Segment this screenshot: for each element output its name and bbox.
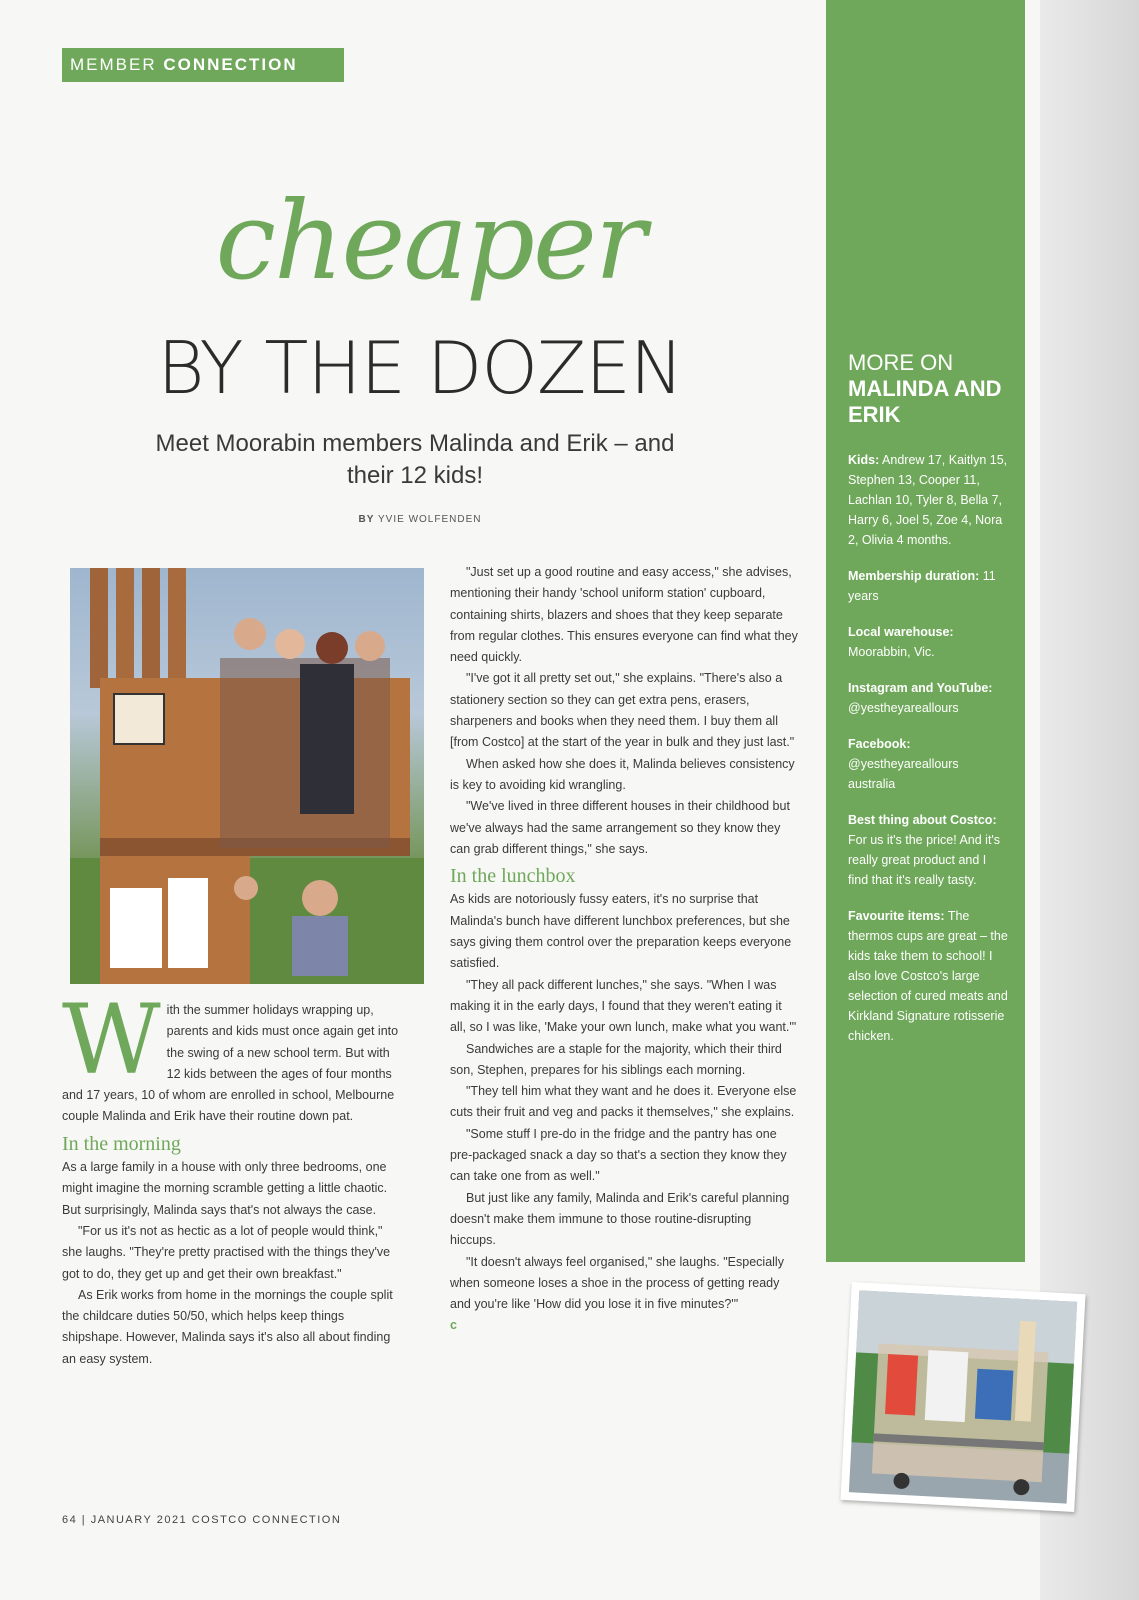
section-tag-part2: CONNECTION bbox=[163, 55, 298, 74]
end-mark: c bbox=[450, 1318, 457, 1333]
shopping-trolley-photo bbox=[840, 1282, 1085, 1512]
paragraph: "They all pack different lunches," she says. "When I was making it in the early days, I found that they weren't eating it all, so I was like, 'Make your own lunch, make what you want.'" bbox=[450, 977, 797, 1035]
sidebar-label: Favourite items: bbox=[848, 909, 945, 923]
paragraph: "They tell him what they want and he does it. Everyone else cuts their fruit and veg and packs it themselves," she explains. bbox=[450, 1084, 797, 1120]
column-1 bbox=[62, 984, 402, 1370]
sidebar-item-best-thing bbox=[848, 810, 1009, 890]
sidebar-panel bbox=[826, 0, 1025, 1262]
sidebar-item-favourites bbox=[848, 906, 1009, 1046]
headline-script: cheaper bbox=[215, 179, 645, 304]
paragraph: But just like any family, Malinda and Erik's careful planning doesn't make them immune to those routine-disrupting hiccups. bbox=[450, 1190, 790, 1248]
paragraph: "It doesn't always feel organised," she laughs. "Especially when someone loses a shoe in the process of getting ready and you're like 'How did you lose it in five minutes?'" bbox=[450, 1254, 784, 1312]
paragraph: When asked how she does it, Malinda believes consistency is key to avoiding kid wrangling. bbox=[450, 756, 795, 792]
page-footer: 64 | JANUARY 2021 COSTCO CONNECTION bbox=[62, 1514, 342, 1526]
byline-name: YVIE WOLFENDEN bbox=[378, 514, 482, 525]
paragraph: "We've lived in three different houses in their childhood but we've always had the same arrangement so they know they can grab different things," she says. bbox=[450, 799, 790, 856]
sidebar-value: The thermos cups are great – the kids take them to school! I also love Costco's large selection of cured meats and Kirkland Signature rotisserie chicken. bbox=[848, 909, 1008, 1043]
paragraph: "Just set up a good routine and easy access," she advises, mentioning their handy 'school uniform station' cupboard, containing shirts, blazers and shoes that they keep separate from regular clothes. This ensures everyone can find what they need quickly. bbox=[450, 565, 798, 665]
sidebar-value: 11 years bbox=[848, 569, 996, 603]
sidebar-value: Andrew 17, Kaitlyn 15, Stephen 13, Cooper 11, Lachlan 10, Tyler 8, Bella 7, Harry 6, Joel 5, Zoe 4, Nora 2, Olivia 4 months. bbox=[848, 453, 1008, 547]
byline bbox=[300, 514, 540, 525]
heading-lunchbox: In the lunchbox bbox=[450, 865, 576, 888]
sidebar-value: @yestheyareallours australia bbox=[848, 757, 959, 791]
sidebar-label: Local warehouse: bbox=[848, 625, 954, 639]
sidebar-item-kids bbox=[848, 450, 1009, 550]
sidebar-item-membership bbox=[848, 566, 1009, 606]
paragraph: "Some stuff I pre-do in the fridge and the pantry has one pre-packaged snack a day so that's a section they know they can take one from as well." bbox=[450, 1126, 787, 1184]
intro-paragraph: ith the summer holidays wrapping up, parents and kids must once again get into the swing of a new school term. But with 12 kids between the ages of four months and 17 years, 10 of whom are enrolled in school, Melbourne couple Malinda and Erik have their routine down pat. bbox=[62, 1003, 399, 1124]
family-playhouse-photo bbox=[70, 568, 424, 984]
paragraph: As a large family in a house with only three bedrooms, one might imagine the morning scramble getting a little chaotic. But surprisingly, Malinda says that's not always the case. bbox=[62, 1160, 388, 1217]
section-tag-part1: MEMBER bbox=[70, 55, 157, 74]
heading-morning: In the morning bbox=[62, 1132, 181, 1155]
paragraph: As Erik works from home in the mornings the couple split the childcare duties 50/50, which helps keep things shipshape. However, Malinda says it's also all about finding an easy system. bbox=[62, 1287, 393, 1366]
paragraph: Sandwiches are a staple for the majority, which their third son, Stephen, prepares for his siblings each morning. bbox=[450, 1041, 782, 1077]
byline-prefix: BY bbox=[358, 514, 375, 525]
trolley-illustration bbox=[840, 1282, 1085, 1512]
sidebar-label: Membership duration: bbox=[848, 569, 980, 583]
sidebar-label: Kids: bbox=[848, 453, 880, 467]
paragraph: "For us it's not as hectic as a lot of people would think," she laughs. "They're pretty practised with the things they've got to do, they get up and get their own breakfast." bbox=[62, 1223, 391, 1281]
sidebar-label: Facebook: bbox=[848, 737, 911, 751]
sidebar-title-1: MORE ON bbox=[848, 350, 954, 375]
sidebar-title-2: MALINDA AND ERIK bbox=[848, 376, 1002, 427]
headline-main: BY THE DOZEN bbox=[157, 326, 683, 410]
section-tag bbox=[62, 48, 344, 82]
sidebar-item-instagram bbox=[848, 678, 1009, 718]
dropcap: W bbox=[62, 984, 161, 1096]
sidebar-value: For us it's the price! And it's really great product and I find that it's really tasty. bbox=[848, 833, 1001, 887]
sidebar-item-warehouse bbox=[848, 622, 1009, 662]
sidebar-label: Best thing about Costco: bbox=[848, 813, 997, 827]
paragraph: "I've got it all pretty set out," she explains. "There's also a stationery section so they can get extra pens, erasers, sharpeners and books when they need them. I buy them all [from Costco] at the start of the year in bulk and they just last." bbox=[450, 671, 795, 750]
column-2 bbox=[450, 562, 798, 1337]
sidebar-item-facebook bbox=[848, 734, 1009, 794]
playhouse-illustration bbox=[70, 568, 424, 984]
sidebar-value: @yestheyareallours bbox=[848, 701, 959, 715]
paragraph: As kids are notoriously fussy eaters, it's no surprise that Malinda's bunch have different lunchbox preferences, but she says giving them control over the preparation keeps everyone satisfied. bbox=[450, 892, 792, 971]
sidebar-value: Moorabbin, Vic. bbox=[848, 645, 935, 659]
sidebar-label: Instagram and YouTube: bbox=[848, 681, 993, 695]
dek: Meet Moorabin members Malinda and Erik – and their 12 kids! bbox=[155, 430, 675, 489]
